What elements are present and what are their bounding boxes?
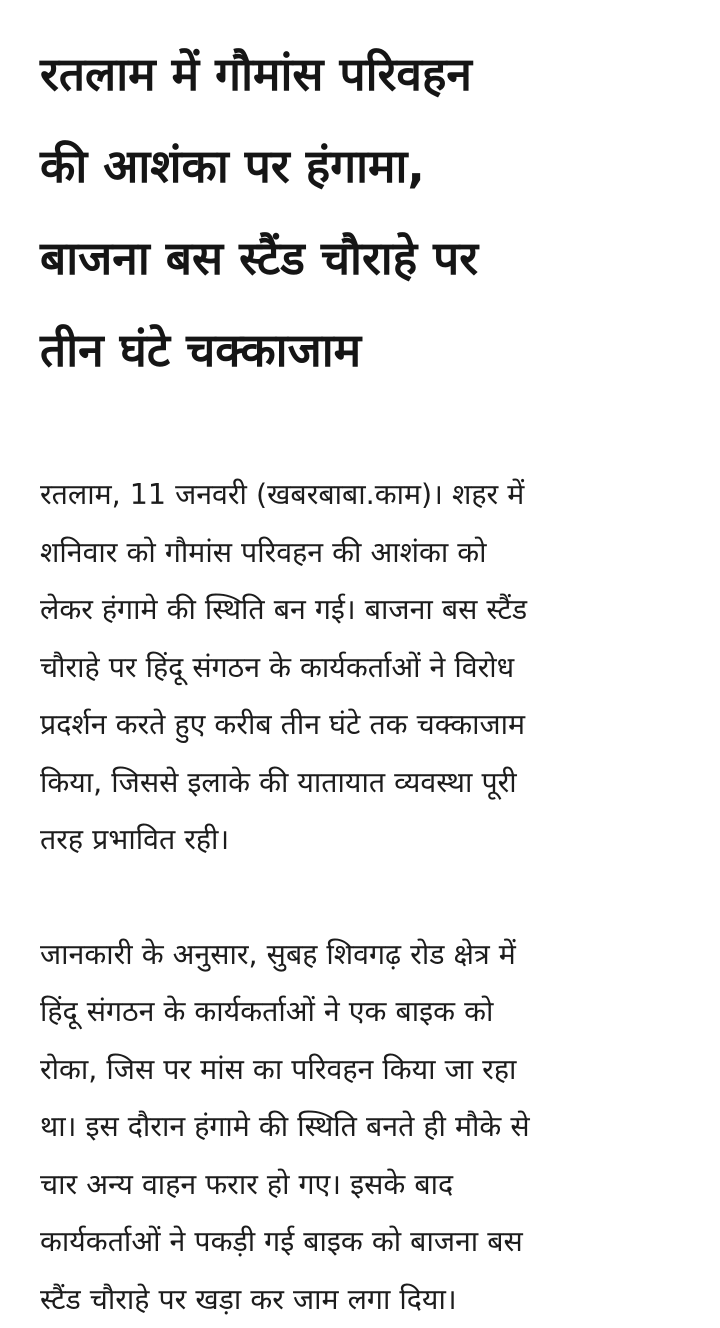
paragraph-line: किया, जिससे इलाके की यातायात व्यवस्था पूरी (40, 754, 700, 812)
news-article (40, 28, 700, 1328)
headline-line: बाजना बस स्टैंड चौराहे पर (40, 212, 700, 304)
paragraph-line: था। इस दौरान हंगामे की स्थिति बनते ही मौके से (40, 1098, 700, 1156)
paragraph-line: स्टैंड चौराहे पर खड़ा कर जाम लगा दिया। (40, 1271, 700, 1328)
paragraph-line: लेकर हंगामे की स्थिति बन गई। बाजना बस स्टैंड (40, 581, 700, 639)
paragraph-line: रोका, जिस पर मांस का परिवहन किया जा रहा (40, 1041, 700, 1099)
paragraph-line: चौराहे पर हिंदू संगठन के कार्यकर्ताओं ने विरोध (40, 639, 700, 697)
headline-line: की आशंका पर हंगामा, (40, 120, 700, 212)
paragraph-line: रतलाम, 11 जनवरी (खबरबाबा.काम)। शहर में (40, 466, 700, 524)
article-paragraph-1 (40, 466, 700, 869)
article-headline (40, 28, 700, 396)
paragraph-line: जानकारी के अनुसार, सुबह शिवगढ़ रोड क्षेत्र में (40, 926, 700, 984)
paragraph-line: हिंदू संगठन के कार्यकर्ताओं ने एक बाइक को (40, 983, 700, 1041)
paragraph-line: कार्यकर्ताओं ने पकड़ी गई बाइक को बाजना बस (40, 1213, 700, 1271)
paragraph-line: शनिवार को गौमांस परिवहन की आशंका को (40, 524, 700, 582)
paragraph-line: प्रदर्शन करते हुए करीब तीन घंटे तक चक्काजाम (40, 696, 700, 754)
headline-line: तीन घंटे चक्काजाम (40, 304, 700, 396)
paragraph-line: चार अन्य वाहन फरार हो गए। इसके बाद (40, 1156, 700, 1214)
paragraph-line: तरह प्रभावित रही। (40, 811, 700, 869)
headline-line: रतलाम में गौमांस परिवहन (40, 28, 700, 120)
article-paragraph-2 (40, 926, 700, 1328)
